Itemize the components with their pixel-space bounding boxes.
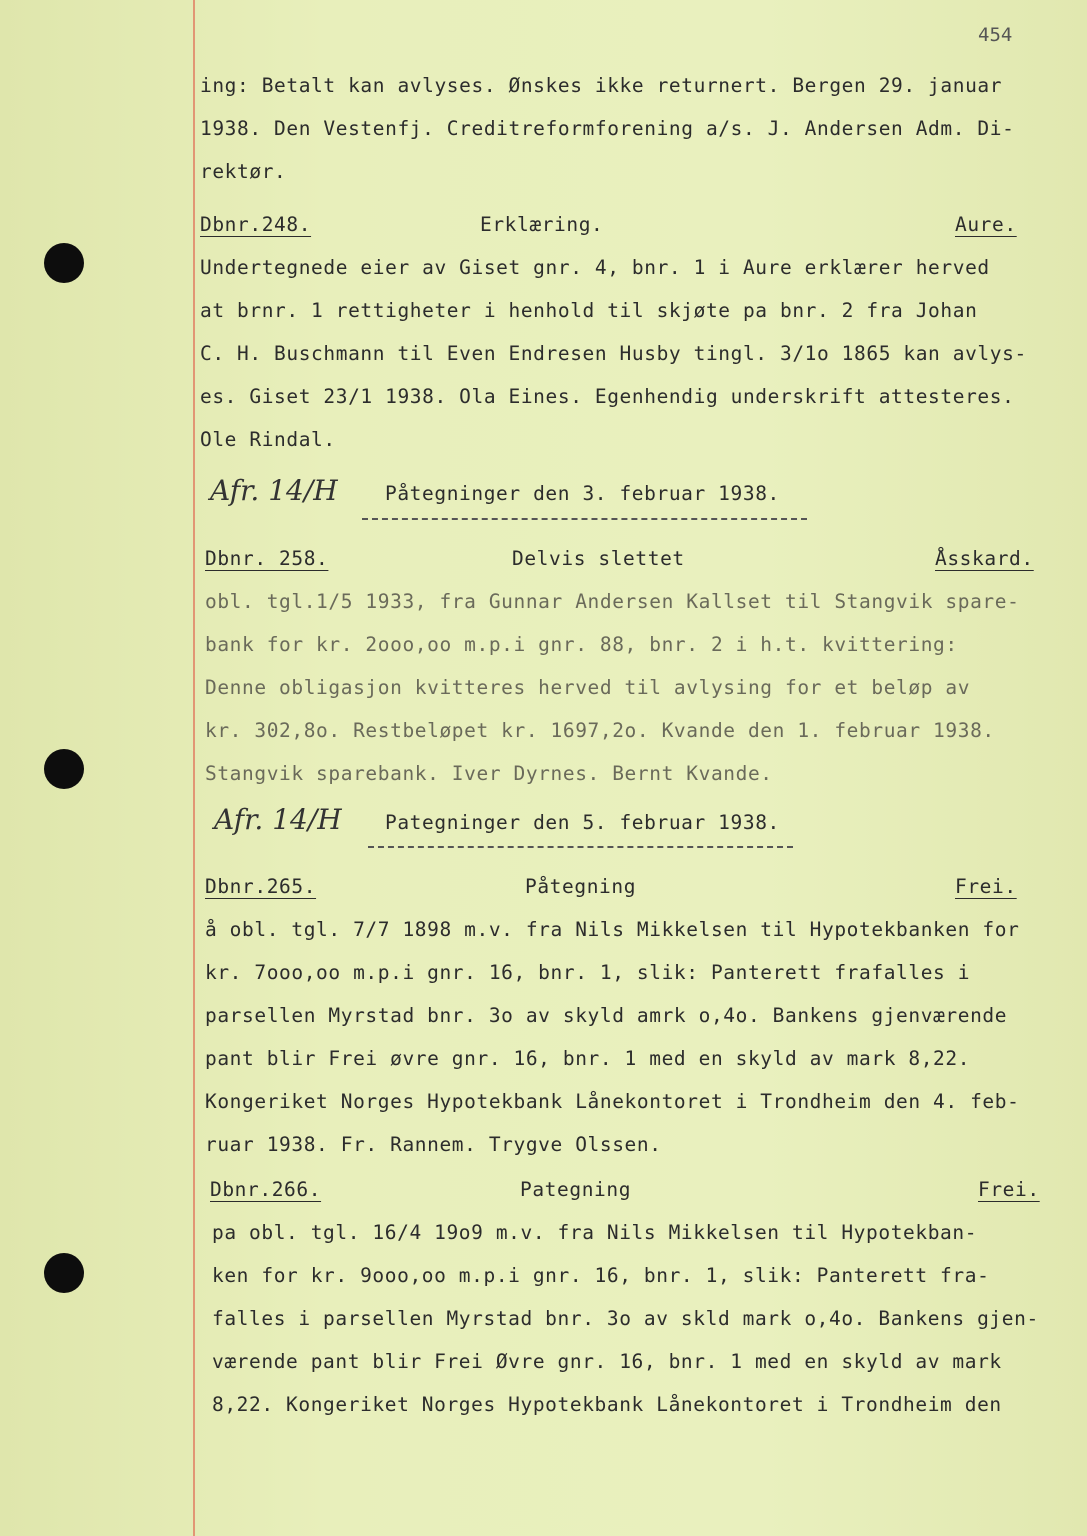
entry-place: Åsskard. [935, 547, 1034, 570]
text-line: parsellen Myrstad bnr. 3o av skyld amrk o,4o. Bankens gjenværende [205, 1004, 1008, 1027]
text-line: kr. 302,8o. Restbeløpet kr. 1697,2o. Kvande den 1. februar 1938. [205, 719, 995, 742]
entry-number: Dbnr. 258. [205, 547, 329, 570]
text-line: ken for kr. 9ooo,oo m.p.i gnr. 16, bnr. 1, slik: Panterett fra- [212, 1264, 990, 1287]
entry-title: Erklæring. [480, 213, 604, 236]
text-line: bank for kr. 2ooo,oo m.p.i gnr. 88, bnr. 2 i h.t. kvittering: [205, 633, 958, 656]
separator-line [362, 518, 807, 520]
text-line: ing: Betalt kan avlyses. Ønskes ikke returnert. Bergen 29. januar [200, 74, 1003, 97]
text-line: å obl. tgl. 7/7 1898 m.v. fra Nils Mikkelsen til Hypotekbanken for [205, 918, 1020, 941]
entry-place: Frei. [955, 875, 1017, 898]
text-line: pa obl. tgl. 16/4 19o9 m.v. fra Nils Mikkelsen til Hypotekban- [212, 1221, 978, 1244]
page-number: 454 [978, 24, 1013, 46]
text-line: obl. tgl.1/5 1933, fra Gunnar Andersen Kallset til Stangvik spare- [205, 590, 1020, 613]
text-line: ruar 1938. Fr. Rannem. Trygve Olssen. [205, 1133, 662, 1156]
punch-hole [44, 243, 84, 283]
margin-line [193, 0, 195, 1536]
entry-number: Dbnr.248. [200, 213, 312, 236]
text-line: falles i parsellen Myrstad bnr. 3o av skld mark o,4o. Bankens gjen- [212, 1307, 1039, 1330]
text-line: Stangvik sparebank. Iver Dyrnes. Bernt Kvande. [205, 762, 773, 785]
note-text: Pategninger den 5. februar 1938. [385, 811, 780, 834]
note-text: Påtegninger den 3. februar 1938. [385, 482, 780, 505]
handwritten-initials: Afr. 14/H [214, 803, 342, 836]
text-line: Kongeriket Norges Hypotekbank Lånekontoret i Trondheim den 4. feb- [205, 1090, 1020, 1113]
entry-number: Dbnr.266. [210, 1178, 322, 1201]
punch-hole [44, 749, 84, 789]
text-line: værende pant blir Frei Øvre gnr. 16, bnr. 1 med en skyld av mark [212, 1350, 1002, 1373]
punch-hole [44, 1253, 84, 1293]
text-line: es. Giset 23/1 1938. Ola Eines. Egenhendig underskrift attesteres. [200, 385, 1015, 408]
handwritten-initials: Afr. 14/H [210, 474, 338, 507]
text-line: C. H. Buschmann til Even Endresen Husby tingl. 3/1o 1865 kan avlys- [200, 342, 1027, 365]
entry-title: Delvis slettet [512, 547, 685, 570]
text-line: Denne obligasjon kvitteres herved til avlysing for et beløp av [205, 676, 971, 699]
text-line: rektør. [200, 160, 287, 183]
entry-title: Pategning [520, 1178, 632, 1201]
text-line: at brnr. 1 rettigheter i henhold til skjøte pa bnr. 2 fra Johan [200, 299, 978, 322]
text-line: 1938. Den Vestenfj. Creditreformforening a/s. J. Andersen Adm. Di- [200, 117, 1015, 140]
entry-title: Påtegning [525, 875, 637, 898]
text-line: Ole Rindal. [200, 428, 336, 451]
text-line: pant blir Frei øvre gnr. 16, bnr. 1 med en skyld av mark 8,22. [205, 1047, 971, 1070]
entry-place: Aure. [955, 213, 1017, 236]
entry-number: Dbnr.265. [205, 875, 317, 898]
entry-place: Frei. [978, 1178, 1040, 1201]
text-line: 8,22. Kongeriket Norges Hypotekbank Lånekontoret i Trondheim den [212, 1393, 1002, 1416]
text-line: Undertegnede eier av Giset gnr. 4, bnr. 1 i Aure erklærer herved [200, 256, 990, 279]
separator-line [368, 846, 793, 848]
text-line: kr. 7ooo,oo m.p.i gnr. 16, bnr. 1, slik: Panterett frafalles i [205, 961, 971, 984]
